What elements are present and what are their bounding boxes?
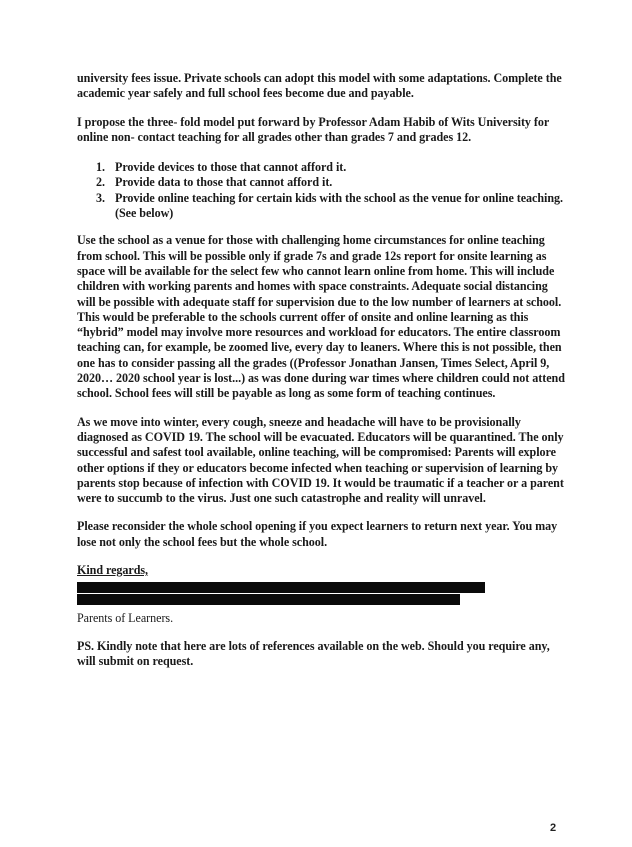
list-item-text: Provide data to those that cannot afford it. xyxy=(115,175,333,190)
proposal-list xyxy=(77,160,567,221)
list-item-text: Provide online teaching for certain kids with the school as the venue for online teaching. (See below) xyxy=(115,190,564,221)
list-item-number: 1. xyxy=(96,160,105,175)
postscript: PS. Kindly note that here are lots of references available on the web. Should you require any, will submit on request. xyxy=(77,638,550,668)
signature-role: Parents of Learners. xyxy=(77,611,174,626)
list-item-number: 2. xyxy=(96,175,105,190)
page-number: 2 xyxy=(550,822,557,834)
winter-paragraph: As we move into winter, every cough, sneeze and headache will have to be provisionally diagnosed as COVID 19. The school will be evacuated. Educators will be quarantined. The only successful and safest tool available, online teaching, will be compromised: Parents will explore other options if they or educators become infected when teaching or supervision of learning by parents stop because of infection with COVID 19. It would be traumatic if a teacher or a parent were to succumb to the virus. Just one such catastrophe and reality will unravel. xyxy=(77,414,564,506)
signoff: Kind regards, xyxy=(77,563,149,578)
intro-paragraph: university fees issue. Private schools can adopt this model with some adaptations. Complete the academic year safely and full school fees become due and payable. xyxy=(77,71,562,101)
venue-paragraph: Use the school as a venue for those with challenging home circumstances for online teaching from school. This will be possible only if grade 7s and grade 12s report for onsite learning as space will be available for the select few who cannot learn online from home. This will include children with working parents and homes with space constraints. Adequate social distancing will be possible with adequate staff for supervision due to the low number of learners at school. This would be preferable to the schools current offer of onsite and online learning as this “hybrid” model may involve more resources and workload for educators. The entire classroom teaching can, for example, be zoomed live, every day to leaners. Where this is not possible, then one has to consider passing all the grades ((Professor Jonathan Jansen, Times Select, April 9, 2020… 2020 school year is lost...) as was done during war times where children could not attend school. School fees will still be payable as long as some form of teaching continues. xyxy=(77,233,565,401)
list-item-number: 3. xyxy=(96,190,105,205)
list-item xyxy=(96,175,567,190)
document-body xyxy=(77,71,567,669)
list-item-text: Provide devices to those that cannot afford it. xyxy=(115,160,347,175)
proposal-intro-paragraph: I propose the three- fold model put forward by Professor Adam Habib of Wits University for online non- contact teaching for all grades other than grades 7 and grades 12. xyxy=(77,114,549,144)
reconsider-paragraph: Please reconsider the whole school opening if you expect learners to return next year. You may lose not only the school fees but the whole school. xyxy=(77,519,558,549)
list-item xyxy=(96,160,567,175)
redaction-bar xyxy=(77,582,485,593)
list-item xyxy=(96,190,567,222)
redaction-bar xyxy=(77,594,460,605)
